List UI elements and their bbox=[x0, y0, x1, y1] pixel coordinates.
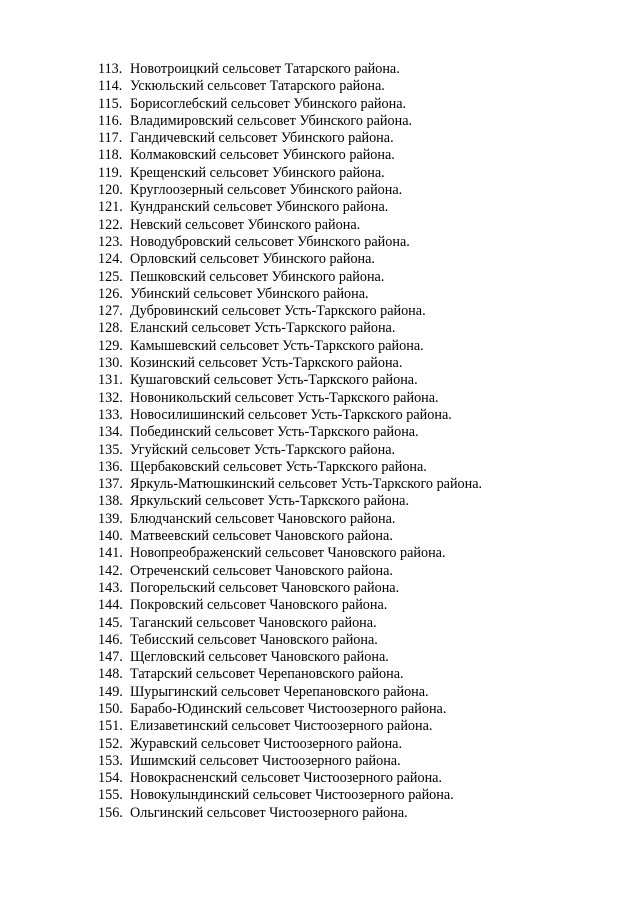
list-item-text: Новоникольский сельсовет Усть-Таркского района. bbox=[130, 389, 439, 406]
list-item bbox=[98, 251, 482, 268]
list-item bbox=[98, 320, 482, 337]
list-item-text: Кундранский сельсовет Убинского района. bbox=[130, 199, 389, 216]
list-item-number: 139. bbox=[98, 510, 123, 527]
list-item-number: 117. bbox=[98, 130, 123, 147]
list-item-number: 146. bbox=[98, 631, 123, 648]
list-item-text: Крещенский сельсовет Убинского района. bbox=[130, 164, 385, 181]
list-item-number: 115. bbox=[98, 95, 123, 112]
list-item bbox=[98, 303, 482, 320]
list-item-number: 150. bbox=[98, 700, 123, 717]
list-item-number: 113. bbox=[98, 61, 123, 77]
list-item-number: 120. bbox=[98, 182, 123, 199]
list-item-text: Круглоозерный сельсовет Убинского района. bbox=[130, 182, 403, 199]
list-item-text: Щегловский сельсовет Чановского района. bbox=[130, 649, 389, 666]
list-item bbox=[98, 199, 482, 216]
list-item-text: Отреченский сельсовет Чановского района. bbox=[130, 562, 393, 579]
list-item-number: 144. bbox=[98, 597, 123, 614]
list-item-number: 138. bbox=[98, 493, 123, 510]
list-item-text: Колмаковский сельсовет Убинского района. bbox=[130, 147, 395, 164]
list-item-number: 132. bbox=[98, 389, 123, 406]
list-item-text: Камышевский сельсовет Усть-Таркского района. bbox=[130, 337, 424, 354]
list-item-text: Еланский сельсовет Усть-Таркского района. bbox=[130, 320, 396, 337]
list-item-text: Новосилишинский сельсовет Усть-Таркского района. bbox=[130, 406, 452, 423]
list-item-text: Погорельский сельсовет Чановского района. bbox=[130, 579, 400, 596]
list-item-text: Матвеевский сельсовет Чановского района. bbox=[130, 528, 393, 545]
list-item-text: Новопреображенский сельсовет Чановского района. bbox=[130, 545, 446, 562]
list-item-text: Блюдчанский сельсовет Чановского района. bbox=[130, 510, 396, 527]
list-item-number: 135. bbox=[98, 441, 123, 458]
list-item bbox=[98, 718, 482, 735]
list-item bbox=[98, 545, 482, 562]
list-item bbox=[98, 355, 482, 372]
list-item bbox=[98, 217, 482, 234]
list-item-number: 133. bbox=[98, 406, 123, 423]
list-item bbox=[98, 390, 482, 407]
list-item-number: 126. bbox=[98, 285, 123, 302]
list-item bbox=[98, 338, 482, 355]
list-item-number: 127. bbox=[98, 303, 123, 320]
list-item-number: 119. bbox=[98, 164, 123, 181]
list-item-number: 134. bbox=[98, 424, 123, 441]
list-item bbox=[98, 563, 482, 580]
list-item-text: Побединский сельсовет Усть-Таркского района. bbox=[130, 424, 419, 441]
list-item-number: 121. bbox=[98, 199, 123, 216]
list-item-number: 156. bbox=[98, 804, 123, 821]
list-item-text: Борисоглебский сельсовет Убинского района. bbox=[130, 95, 407, 112]
list-item-number: 149. bbox=[98, 683, 123, 700]
list-item-text: Покровский сельсовет Чановского района. bbox=[130, 597, 388, 614]
list-item bbox=[98, 805, 482, 822]
list-item-text: Ускюльский сельсовет Татарского района. bbox=[130, 78, 385, 95]
list-item-text: Новодубровский сельсовет Убинского района. bbox=[130, 233, 410, 250]
list-item bbox=[98, 770, 482, 787]
list-item bbox=[98, 493, 482, 510]
list-item-number: 153. bbox=[98, 752, 123, 769]
list-item bbox=[98, 511, 482, 528]
list-item bbox=[98, 597, 482, 614]
list-item-text: Убинский сельсовет Убинского района. bbox=[130, 285, 369, 302]
list-item-text: Ольгинский сельсовет Чистоозерного района. bbox=[130, 804, 408, 821]
list-item-text: Новокулындинский сельсовет Чистоозерного района. bbox=[130, 787, 454, 804]
list-item-number: 136. bbox=[98, 458, 123, 475]
list-item bbox=[98, 649, 482, 666]
list-item bbox=[98, 286, 482, 303]
list-item-number: 141. bbox=[98, 545, 123, 562]
list-item bbox=[98, 147, 482, 164]
list-item-text: Елизаветинский сельсовет Чистоозерного района. bbox=[130, 718, 433, 735]
list-item-number: 114. bbox=[98, 78, 123, 95]
list-item bbox=[98, 61, 482, 78]
list-item-text: Дубровинский сельсовет Усть-Таркского района. bbox=[130, 303, 426, 320]
list-item bbox=[98, 753, 482, 770]
list-item bbox=[98, 476, 482, 493]
list-item bbox=[98, 407, 482, 424]
list-item-text: Щербаковский сельсовет Усть-Таркского района. bbox=[130, 458, 427, 475]
list-item bbox=[98, 632, 482, 649]
list-item-number: 151. bbox=[98, 718, 123, 735]
list-item-number: 152. bbox=[98, 735, 123, 752]
list-item bbox=[98, 165, 482, 182]
list-item-number: 147. bbox=[98, 649, 123, 666]
list-item-text: Новотроицкий сельсовет Татарского района. bbox=[130, 61, 400, 77]
list-item-number: 148. bbox=[98, 666, 123, 683]
list-item-number: 118. bbox=[98, 147, 123, 164]
list-item bbox=[98, 130, 482, 147]
list-item-number: 143. bbox=[98, 579, 123, 596]
list-item-number: 155. bbox=[98, 787, 123, 804]
list-item-number: 128. bbox=[98, 320, 123, 337]
list-item-number: 130. bbox=[98, 355, 123, 372]
list-item-text: Тебисский сельсовет Чановского района. bbox=[130, 631, 378, 648]
list-item-number: 142. bbox=[98, 562, 123, 579]
list-item-number: 137. bbox=[98, 476, 123, 493]
list-item-text: Татарский сельсовет Черепановского района. bbox=[130, 666, 404, 683]
list-item-text: Барабо-Юдинский сельсовет Чистоозерного района. bbox=[130, 700, 447, 717]
list-item bbox=[98, 372, 482, 389]
list-item-text: Владимировский сельсовет Убинского района. bbox=[130, 112, 413, 129]
list-item-text: Гандичевский сельсовет Убинского района. bbox=[130, 130, 394, 147]
list-item-number: 122. bbox=[98, 216, 123, 233]
list-item-text: Журавский сельсовет Чистоозерного района. bbox=[130, 735, 403, 752]
list-item-text: Яркульский сельсовет Усть-Таркского района. bbox=[130, 493, 410, 510]
list-item bbox=[98, 269, 482, 286]
list-item bbox=[98, 787, 482, 804]
list-item-text: Шурыгинский сельсовет Черепановского района. bbox=[130, 683, 429, 700]
list-item bbox=[98, 182, 482, 199]
list-item bbox=[98, 442, 482, 459]
list-item bbox=[98, 424, 482, 441]
list-item bbox=[98, 615, 482, 632]
list-item-text: Невский сельсовет Убинского района. bbox=[130, 216, 361, 233]
list-item-text: Кушаговский сельсовет Усть-Таркского района. bbox=[130, 372, 418, 389]
list-item-text: Козинский сельсовет Усть-Таркского района. bbox=[130, 355, 403, 372]
list-item-number: 129. bbox=[98, 337, 123, 354]
list-item-text: Угуйский сельсовет Усть-Таркского района. bbox=[130, 441, 396, 458]
list-item-number: 123. bbox=[98, 233, 123, 250]
list-item bbox=[98, 113, 482, 130]
list-item-number: 154. bbox=[98, 770, 123, 787]
list-item bbox=[98, 684, 482, 701]
list-item-number: 145. bbox=[98, 614, 123, 631]
list-item bbox=[98, 701, 482, 718]
list-item-text: Таганский сельсовет Чановского района. bbox=[130, 614, 377, 631]
list-item-number: 116. bbox=[98, 112, 123, 129]
list-item-number: 125. bbox=[98, 268, 123, 285]
list-item-number: 140. bbox=[98, 528, 123, 545]
list-item-text: Яркуль-Матюшкинский сельсовет Усть-Таркского района. bbox=[130, 476, 483, 493]
numbered-list bbox=[98, 61, 482, 822]
list-item-text: Ишимский сельсовет Чистоозерного района. bbox=[130, 752, 401, 769]
list-item bbox=[98, 234, 482, 251]
list-item bbox=[98, 96, 482, 113]
list-item-number: 124. bbox=[98, 251, 123, 268]
list-item bbox=[98, 580, 482, 597]
list-item-text: Пешковский сельсовет Убинского района. bbox=[130, 268, 385, 285]
list-item bbox=[98, 666, 482, 683]
list-item bbox=[98, 528, 482, 545]
list-item-text: Орловский сельсовет Убинского района. bbox=[130, 251, 375, 268]
list-item-number: 131. bbox=[98, 372, 123, 389]
list-item bbox=[98, 459, 482, 476]
list-item bbox=[98, 78, 482, 95]
list-item-text: Новокрасненский сельсовет Чистоозерного района. bbox=[130, 770, 442, 787]
list-item bbox=[98, 736, 482, 753]
